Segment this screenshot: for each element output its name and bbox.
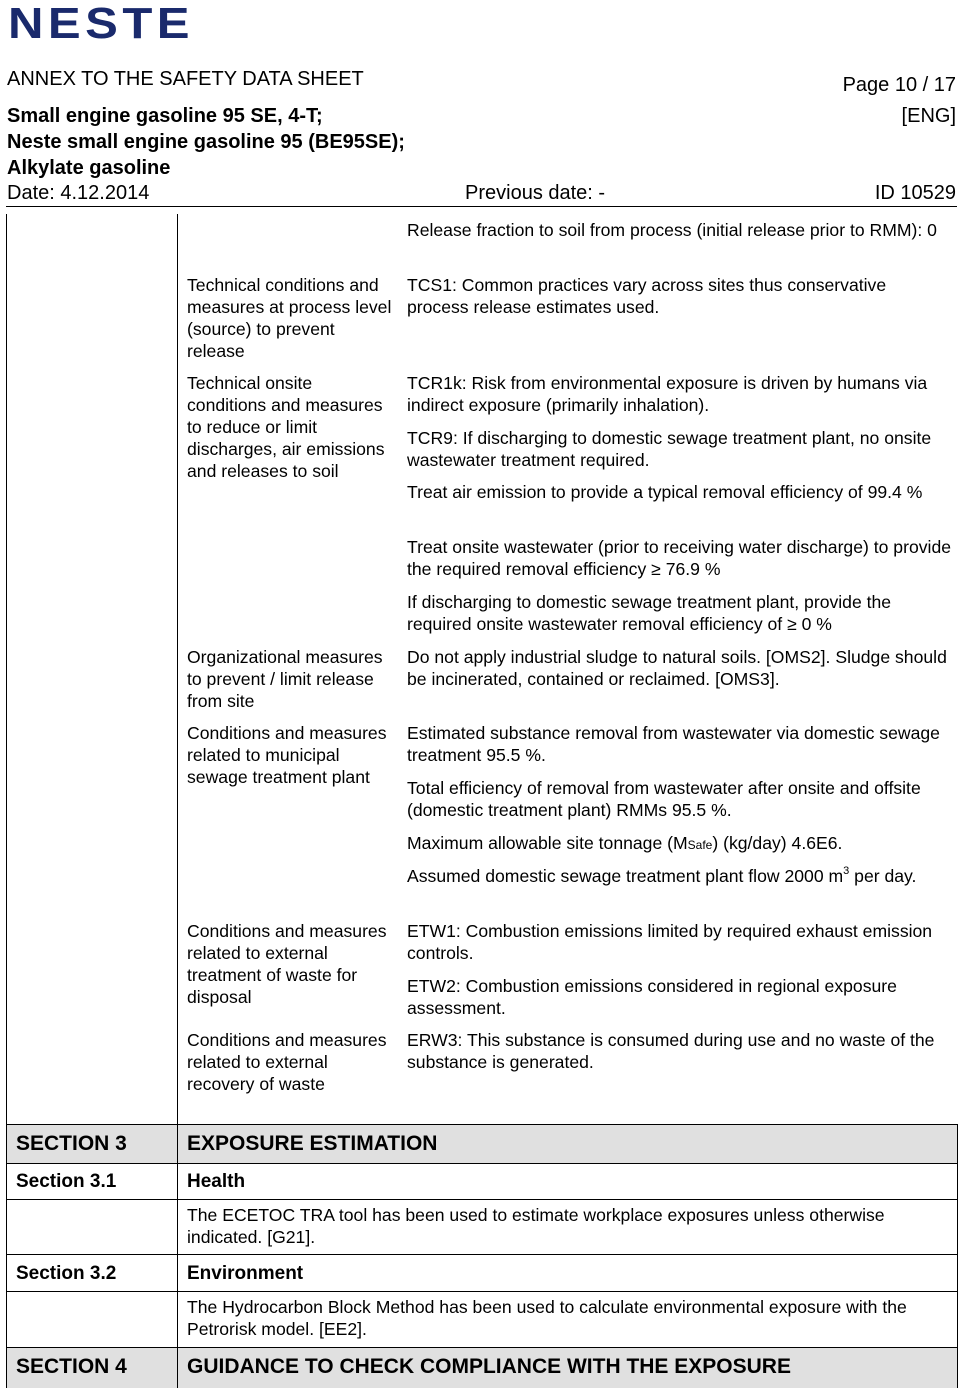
treat-onsite-text: Treat onsite wastewater (prior to receiving water discharge) to provide the required removal efficiency ≥ 76.9 % <box>407 537 952 579</box>
erw3-text: ERW3: This substance is consumed during use and no waste of the substance is generated. <box>407 1030 935 1072</box>
table-border-left <box>6 214 7 1388</box>
section-4-title: GUIDANCE TO CHECK COMPLIANCE WITH THE EXPOSURE <box>187 1355 791 1378</box>
waste-recovery-label: Conditions and measures related to external recovery of waste <box>187 1030 387 1094</box>
annex-title: ANNEX TO THE SAFETY DATA SHEET <box>7 68 364 90</box>
section-3-1-number: Section 3.1 <box>16 1171 117 1192</box>
product-line-1: Small engine gasoline 95 SE, 4-T; <box>7 105 323 127</box>
previous-date: Previous date: - <box>465 182 606 204</box>
tech-onsite-label: Technical onsite conditions and measures to reduce or limit discharges, air emissions and releases to soil <box>187 373 385 481</box>
waste-disposal-label: Conditions and measures related to external treatment of waste for disposal <box>187 921 387 1007</box>
table-col-divider <box>177 214 178 1388</box>
product-line-2: Neste small engine gasoline 95 (BE95SE); <box>7 131 405 153</box>
section-3-1-title: Health <box>187 1171 246 1192</box>
etw1-text: ETW1: Combustion emissions limited by required exhaust emission controls. <box>407 921 933 963</box>
if-discharging-text: If discharging to domestic sewage treatment plant, provide the required onsite wastewater removal efficiency of ≥ 0 % <box>407 592 892 634</box>
etw2-text: ETW2: Combustion emissions considered in regional exposure assessment. <box>407 976 897 1018</box>
rule-3 <box>6 1199 958 1200</box>
tech-process-label: Technical conditions and measures at process level (source) to prevent release <box>187 275 392 361</box>
section-3-title: EXPOSURE ESTIMATION <box>187 1132 438 1155</box>
assumed-flow-text: Assumed domestic sewage treatment plant flow 2000 $m^3$ per day. <box>407 865 917 886</box>
release-fraction-text: Release fraction to soil from process (initial release prior to RMM): 0 <box>407 220 937 240</box>
tcs1-text: TCS1: Common practices vary across sites thus conservative process release estimates used. <box>407 275 887 317</box>
rule-2 <box>6 1163 958 1164</box>
estimated-removal-text: Estimated substance removal from wastewater via domestic sewage treatment 95.5 %. <box>407 723 940 765</box>
section-3-number: SECTION 3 <box>16 1132 127 1155</box>
document-date: Date: 4.12.2014 <box>7 182 150 204</box>
document-id: ID 10529 <box>874 182 956 204</box>
total-efficiency-text: Total efficiency of removal from wastewater after onsite and offsite (domestic treatment plant) RMMs 95.5 %. <box>407 778 921 820</box>
rule-4 <box>6 1254 958 1255</box>
rule-5 <box>6 1291 958 1292</box>
neste-logo <box>8 4 198 42</box>
page-number: Page 10 / 17 <box>842 74 956 96</box>
rule-6 <box>6 1347 958 1348</box>
section-3-2-number: Section 3.2 <box>16 1263 117 1284</box>
tcr9-text: TCR9: If discharging to domestic sewage treatment plant, no onsite wastewater treatment required. <box>407 428 932 470</box>
section-4-number: SECTION 4 <box>16 1355 127 1378</box>
section-3-2-title: Environment <box>187 1263 304 1284</box>
svg-text:NESTE: NESTE <box>8 4 194 42</box>
greater-equal-symbol: ≥ <box>787 613 797 634</box>
header-rule <box>6 206 957 207</box>
tcr1k-text: TCR1k: Risk from environmental exposure is driven by humans via indirect exposure (primarily inhalation). <box>407 373 928 415</box>
language-tag: [ENG] <box>901 105 956 127</box>
greater-equal-symbol: ≥ <box>651 558 661 579</box>
municipal-sewage-label: Conditions and measures related to municipal sewage treatment plant <box>187 723 387 787</box>
treat-air-text: Treat air emission to provide a typical removal efficiency of 99.4 % <box>407 482 923 502</box>
do-not-apply-text: Do not apply industrial sludge to natural soils. [OMS2]. Sludge should be incinerated, contained or reclaimed. [OMS3]. <box>407 647 947 689</box>
max-tonnage-text: Maximum allowable site tonnage (MSafe) (kg/day) 4.6E6. <box>407 833 843 853</box>
org-measures-label: Organizational measures to prevent / limit release from site <box>187 647 383 711</box>
section-3-1-text: The ECETOC TRA tool has been used to estimate workplace exposures unless otherwise indicated. [G21]. <box>187 1205 885 1247</box>
rule-1 <box>6 1124 958 1125</box>
product-line-3: Alkylate gasoline <box>7 157 171 179</box>
section-3-2-text: The Hydrocarbon Block Method has been used to calculate environmental exposure with the Petrorisk model. [EE2]. <box>187 1297 907 1339</box>
